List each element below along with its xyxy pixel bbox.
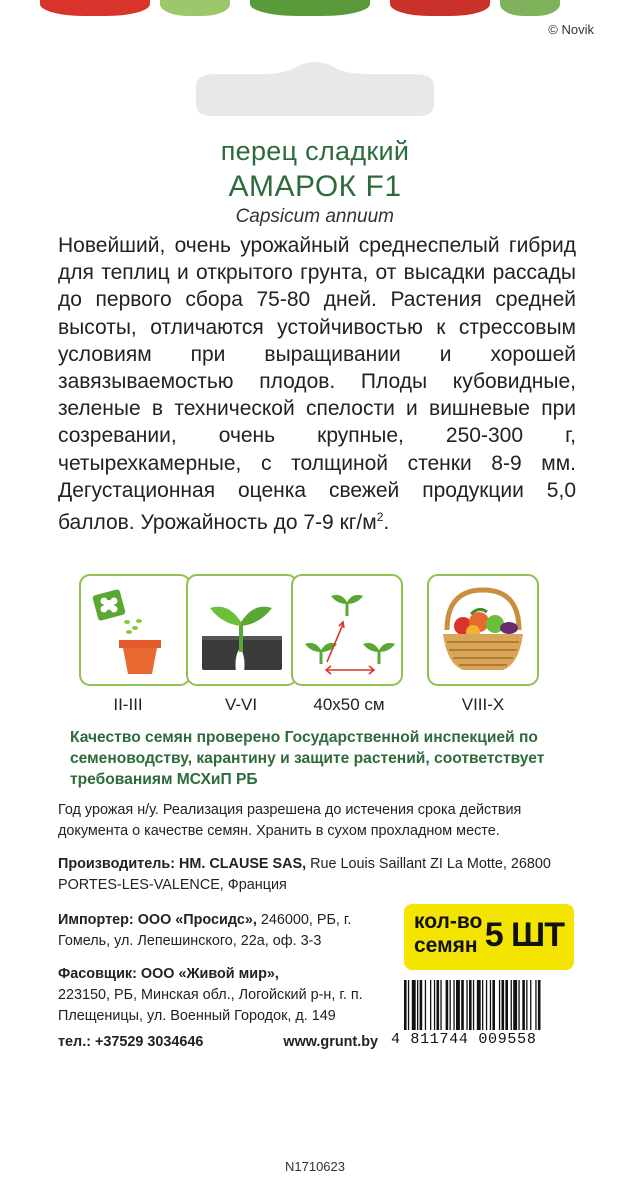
icon-label-seedling: V-VI (224, 695, 258, 714)
barcode-bar (453, 980, 454, 1030)
barcode-bar (505, 980, 508, 1030)
qty-line2: семян (414, 934, 478, 957)
packer-label: Фасовщик: ООО «Живой мир», (58, 966, 279, 982)
barcode-bar (412, 980, 416, 1030)
latin-name: Capsicum annuum (235, 206, 394, 227)
seed-quantity-label (414, 910, 482, 958)
icon-label-scheme: 40x50 см (313, 695, 385, 714)
planting-scheme-icon (293, 576, 401, 684)
barcode-bar (437, 980, 440, 1030)
product-name: АМАРОК F1 (228, 170, 402, 203)
barcode-bar (482, 980, 483, 1030)
barcode-bar (417, 980, 418, 1030)
barcode-bar (486, 980, 487, 1030)
packer-info (58, 964, 378, 1027)
icon-label-sowing: II-III (113, 695, 143, 714)
description-text: Новейший, очень урожайный среднеспелый гибрид для теплиц и открытого грунта, от высадки рассады до первого сбора 75-80 дней. Растения средней высоты, отличаются устойчивостью к стрессовым условиям при выращивании и хорошей завязываемостью плодов. Плоды кубовидные, зеленые в технической спелости и вишневые при созревании, очень крупные, 250-300 г, четырехкамерные, с толщиной стенки 8-9 мм. Дегустационная оценка свежей продукции 5,0 баллов. Урожайность до 7-9 кг/м (58, 234, 576, 535)
product-type: перец сладкий (220, 136, 410, 166)
harvest-note: Год урожая н/у. Реализация разрешена до истечения срока действия документа о качестве семян. Хранить в сухом прохладном месте. (58, 802, 522, 839)
barcode-bar (466, 980, 467, 1030)
barcode-bar (492, 980, 495, 1030)
hang-tab-shape (186, 60, 444, 122)
contact-line (58, 1032, 378, 1053)
importer-address: 246000, РБ, г. Гомель, ул. Лепешинского, 22а, оф. 3-3 (58, 912, 352, 949)
barcode-bar (446, 980, 449, 1030)
barcode-bar (535, 980, 536, 1030)
barcode-bar (420, 980, 423, 1030)
importer-info (58, 910, 378, 952)
seed-pot-icon (81, 576, 189, 684)
barcode-bar (538, 980, 541, 1030)
description-superscript: 2 (376, 510, 384, 525)
barcode-bar (450, 980, 451, 1030)
barcode-bar (461, 980, 464, 1030)
barcode-bar (473, 980, 474, 1030)
barcode-bar (477, 980, 481, 1030)
copyright: © Novik (548, 22, 594, 37)
seedling-icon-box (186, 574, 298, 686)
top-photo-strip (0, 0, 630, 16)
website: www.grunt.by (283, 1034, 378, 1050)
qty-line1: кол-во (414, 910, 483, 933)
barcode-bar (425, 980, 426, 1030)
planting-scheme-icon-box (291, 574, 403, 686)
document-code: N1710623 (285, 1159, 345, 1174)
barcode-bar (499, 980, 500, 1030)
product-description (58, 232, 576, 536)
barcode-bar (434, 980, 435, 1030)
barcode-number: 4 811744 009558 (391, 1031, 581, 1048)
barcode-bar (513, 980, 517, 1030)
packer-address: 223150, РБ, Минская обл., Логойский р-н, г. п. Плещеницы, ул. Военный Городок, д. 149 (58, 987, 363, 1024)
description-end: . (383, 511, 390, 535)
harvest-icon-box (427, 574, 539, 686)
barcode-bar (530, 980, 531, 1030)
barcode-bar (502, 980, 505, 1030)
barcode-bar (518, 980, 519, 1030)
producer-label: Производитель: HM. CLAUSE SAS, (58, 856, 307, 872)
barcode-bar (440, 980, 441, 1030)
phone: тел.: +37529 3034646 (58, 1034, 204, 1050)
seed-quantity-amount: 5 ШТ (484, 916, 564, 954)
barcode-bar (408, 980, 409, 1030)
barcode-bar (404, 980, 407, 1030)
barcode-bar (526, 980, 527, 1030)
barcode-bar (511, 980, 512, 1030)
barcode-bar (522, 980, 525, 1030)
quality-statement: Качество семян проверено Государственной инспекцией по семеноводству, карантину и защите растений, соответствует требованиям МСХиП РБ (70, 729, 545, 788)
importer-label: Импортер: ООО «Просидс», (58, 912, 257, 928)
barcode-bar (469, 980, 472, 1030)
harvest-basket-icon (429, 576, 537, 684)
barcode-bar (456, 980, 460, 1030)
seed-quantity-badge (404, 904, 574, 970)
barcode-bar (430, 980, 431, 1030)
sprout-icon (188, 576, 296, 684)
barcode-bar (490, 980, 491, 1030)
icon-label-harvest: VIII-X (461, 695, 505, 714)
producer-info (58, 854, 578, 896)
sowing-icon-box (79, 574, 191, 686)
producer-address: Rue Louis Saillant ZI La Motte, 26800 PORTES-LES-VALENCE, Франция (58, 856, 551, 893)
